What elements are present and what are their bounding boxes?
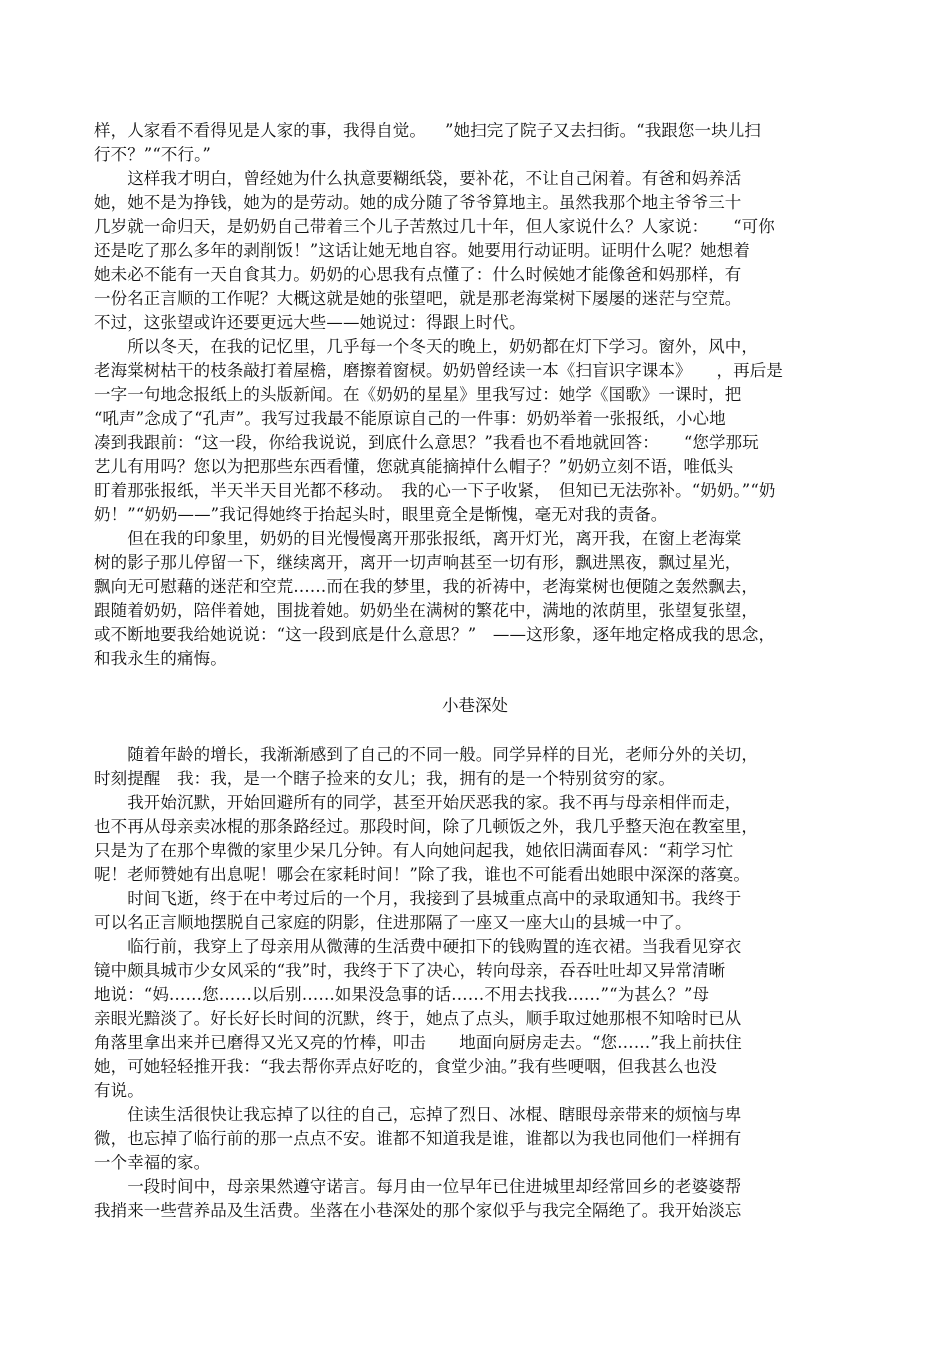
- text-line: 时刻提醒 我：我，是一个瞎子捡来的女儿；我，拥有的是一个特别贫穷的家。: [94, 769, 675, 788]
- text-line: 凑到我跟前：“这一段，你给我说说，到底什么意思？”我看也不看地就回答： “您学那玩: [94, 433, 759, 452]
- text-line: 几岁就一命归天，是奶奶自己带着三个儿子苦熬过几十年，但人家说什么？人家说： “可你: [94, 217, 775, 236]
- text-line: 只是为了在那个卑微的家里少呆几分钟。有人向她问起我，她依旧满面春风：“莉学习忙: [94, 841, 734, 860]
- text-line: 这样我才明白，曾经她为什么执意要糊纸袋，要补花，不让自己闲着。有爸和妈养活: [94, 169, 742, 188]
- text-line: 我开始沉默，开始回避所有的同学，甚至开始厌恶我的家。我不再与母亲相伴而走，: [94, 793, 742, 812]
- text-line: 有说。: [94, 1081, 144, 1100]
- text-line: 地说：“妈……您……以后别……如果没急事的话……不用去找我……”“为甚么？”母: [94, 985, 710, 1004]
- text-line: 不过，这张望或许还要更远大些——她说过：得跟上时代。: [94, 313, 526, 332]
- text-line: 样，人家看不看得见是人家的事，我得自觉。 ”她扫完了院子又去扫街。“我跟您一块儿扫: [94, 121, 761, 140]
- text-line: 所以冬天，在我的记忆里，几乎每一个冬天的晚上，奶奶都在灯下学习。窗外，风中，: [94, 337, 758, 356]
- text-line: 微，也忘掉了临行前的那一点点不安。谁都不知道我是谁，谁都以为我也同他们一样拥有: [94, 1129, 742, 1148]
- text-line: 和我永生的痛悔。: [94, 649, 227, 668]
- text-line: 可以名正言顺地摆脱自己家庭的阴影，住进那隔了一座又一座大山的县城一中了。: [94, 913, 692, 932]
- text-line: 也不再从母亲卖冰棍的那条路经过。那段时间，除了几顿饭之外，我几乎整天泡在教室里，: [94, 817, 758, 836]
- text-line: 或不断地要我给她说说：“这一段到底是什么意思？” ——这形象，逐年地定格成我的思念，: [94, 625, 776, 644]
- text-line: 时间飞逝，终于在中考过后的一个月，我接到了县城重点高中的录取通知书。我终于: [94, 889, 742, 908]
- text-line: 我捎来一些营养品及生活费。坐落在小巷深处的那个家似乎与我完全隔绝了。我开始淡忘: [94, 1201, 742, 1220]
- text-line: 住读生活很快让我忘掉了以往的自己，忘掉了烈日、冰棍、瞎眼母亲带来的烦恼与卑: [94, 1105, 742, 1124]
- text-line: 行不？”“不行。”: [94, 145, 211, 164]
- text-line: 艺儿有用吗？您以为把那些东西看懂，您就真能摘掉什么帽子？”奶奶立刻不语，唯低头: [94, 457, 734, 476]
- text-line: 亲眼光黯淡了。好长好长时间的沉默，终于，她点了点头，顺手取过她那根不知啥时已从: [94, 1009, 742, 1028]
- text-line: 还是吃了那么多年的剥削饭！”这话让她无地自容。她要用行动证明。证明什么呢？她想着: [94, 241, 750, 260]
- text-line: 一字一句地念报纸上的头版新闻。在《奶奶的星星》里我写过：她学《国歌》一课时，把: [94, 385, 742, 404]
- text-line: 奶！”“奶奶——”我记得她终于抬起头时，眼里竟全是惭愧，毫无对我的责备。: [94, 505, 668, 524]
- text-line: 她，可她轻轻推开我：“我去帮你弄点好吃的，食堂少油。”我有些哽咽，但我甚么也没: [94, 1057, 718, 1076]
- text-line: 她，她不是为挣钱，她为的是劳动。她的成分随了爷爷算地主。虽然我那个地主爷爷三十: [94, 193, 742, 212]
- text-line: 角落里拿出来并已磨得又光又亮的竹棒，叩击 地面向厨房走去。“您……”我上前扶住: [94, 1033, 742, 1052]
- text-line: 跟随着奶奶，陪伴着她，围拢着她。奶奶坐在满树的繁花中，满地的浓荫里，张望复张望，: [94, 601, 758, 620]
- text-line: “吼声”念成了“孔声”。我写过我最不能原谅自己的一件事：奶奶举着一张报纸，小心地: [94, 409, 726, 428]
- text-line: 老海棠树枯干的枝条敲打着屋檐，磨擦着窗棂。奶奶曾经读一本《扫盲识字课本》 ，再后是: [94, 361, 783, 380]
- text-line: 临行前，我穿上了母亲用从微薄的生活费中硬扣下的钱购置的连衣裙。当我看见穿衣: [94, 937, 742, 956]
- section-title: 小巷深处: [442, 696, 508, 715]
- text-line: 树的影子那儿停留一下，继续离开，离开一切声响甚至一切有形，飘进黑夜，飘过星光，: [94, 553, 742, 572]
- text-line: 镜中颇具城市少女风采的“我”时，我终于下了决心，转向母亲，吞吞吐吐却又异常清晰: [94, 961, 726, 980]
- text-line: 盯着那张报纸，半天半天目光都不移动。 我的心一下子收紧， 但知已无法弥补。“奶奶。”“奶: [94, 481, 776, 500]
- text-line: 她未必不能有一天自食其力。奶奶的心思我有点懂了：什么时候她才能像爸和妈那样，有: [94, 265, 742, 284]
- text-line: 一段时间中，母亲果然遵守诺言。每月由一位早年已住进城里却经常回乡的老婆婆帮: [94, 1177, 742, 1196]
- text-line: 随着年龄的增长，我渐渐感到了自己的不同一般。同学异样的目光，老师分外的关切，: [94, 745, 758, 764]
- text-line: 飘向无可慰藉的迷茫和空荒……而在我的梦里，我的祈祷中，老海棠树也便随之轰然飘去，: [94, 577, 758, 596]
- text-line: 呢！老师赞她有出息呢！哪会在家耗时间！”除了我，谁也不可能看出她眼中深深的落寞。: [94, 865, 750, 884]
- text-line: 但在我的印象里，奶奶的目光慢慢离开那张报纸，离开灯光，离开我，在窗上老海棠: [94, 529, 742, 548]
- text-line: 一份名正言顺的工作呢？大概这就是她的张望吧，就是那老海棠树下屡屡的迷茫与空荒。: [94, 289, 742, 308]
- text-line: 一个幸福的家。: [94, 1153, 211, 1172]
